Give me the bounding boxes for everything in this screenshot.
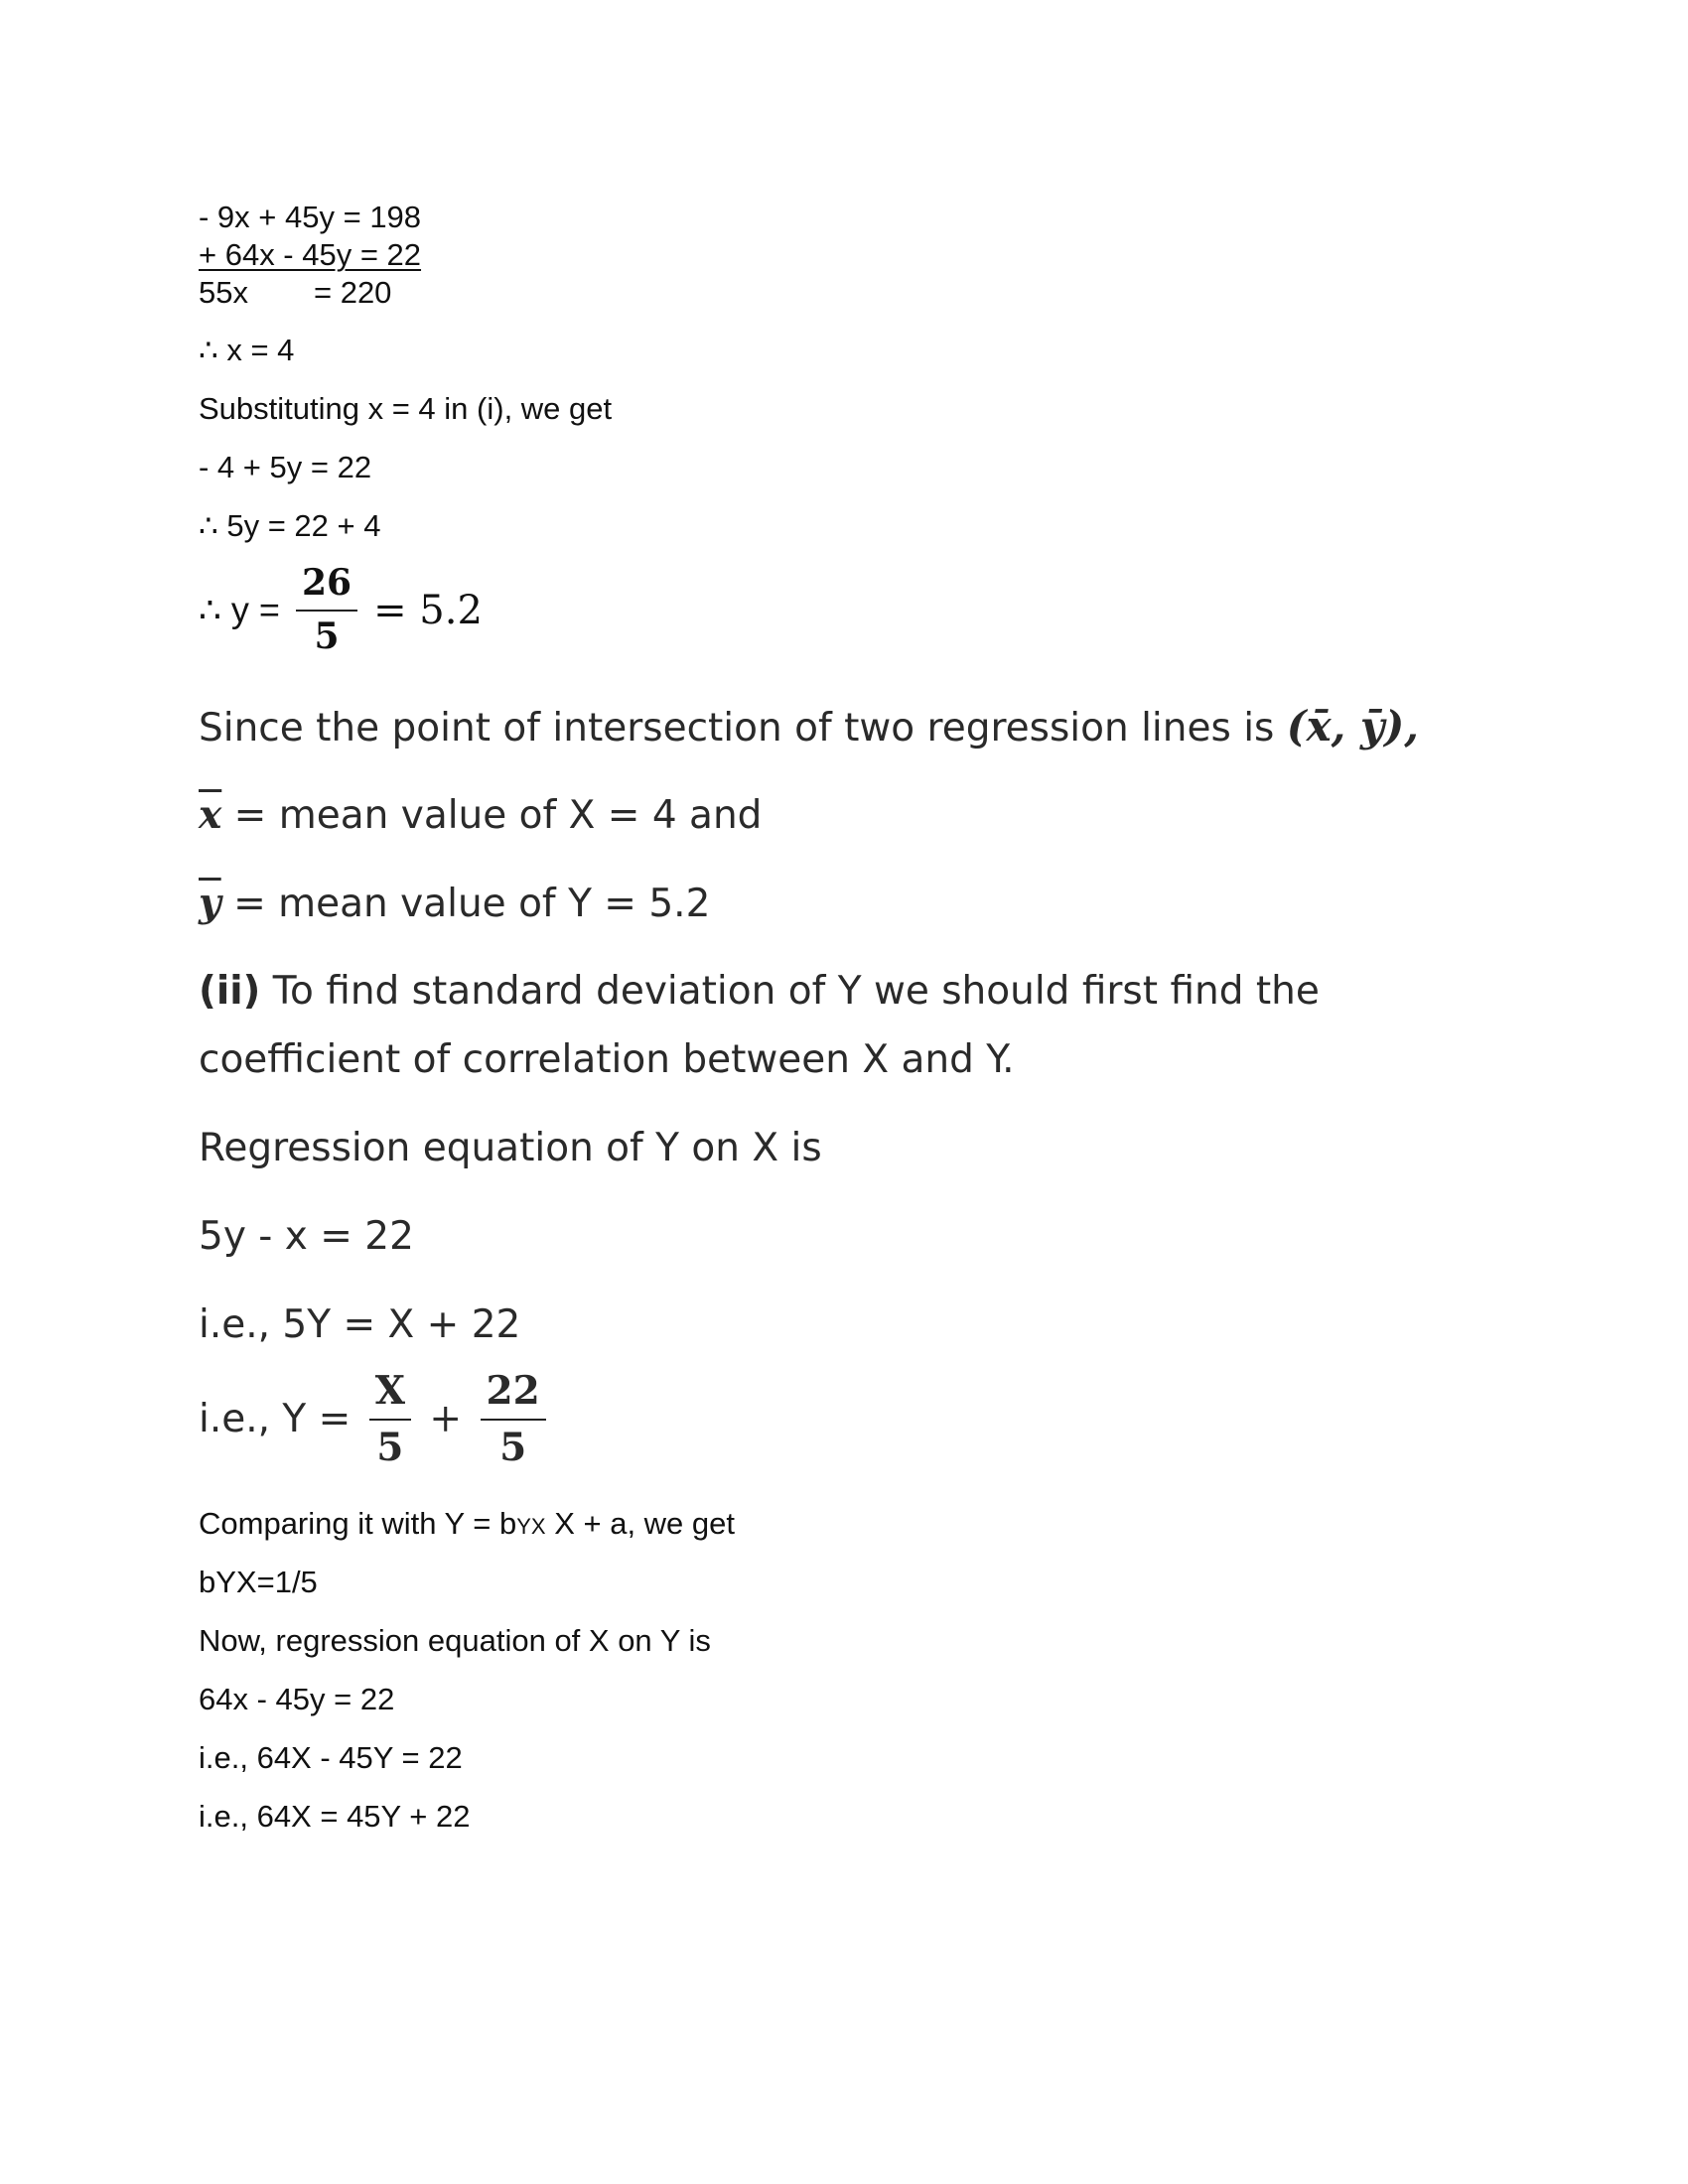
regression-prefix: i.e., Y =	[199, 1396, 352, 1441]
byx-value-line: bYX=1/5	[199, 1565, 318, 1599]
equation-line-2: + 64x - 45y = 22	[199, 237, 422, 272]
part-ii-line	[199, 968, 1320, 1016]
fraction-denominator: 5	[376, 1424, 404, 1470]
fraction-denominator: 5	[499, 1424, 527, 1470]
fraction-22-over-5	[481, 1370, 546, 1469]
intersection-line	[199, 703, 1419, 752]
y-result: = 5.2	[373, 587, 483, 633]
plus-sign: +	[429, 1396, 463, 1441]
fraction-numerator: X	[369, 1370, 411, 1421]
part-ii-continuation: coefficient of correlation between X and Y.	[199, 1037, 1015, 1082]
regression-fraction-line	[199, 1370, 552, 1469]
equation-line-6: - 4 + 5y = 22	[199, 450, 372, 484]
x-mean-text: = mean value of X = 4 and	[233, 793, 763, 838]
regression-heading: Regression equation of Y on X is	[199, 1126, 822, 1170]
sum-right: = 220	[313, 275, 392, 310]
x-mean-line	[199, 791, 762, 840]
fraction-denominator: 5	[314, 614, 340, 657]
part-ii-label: (ii)	[199, 969, 261, 1014]
sum-left: 55x	[199, 275, 248, 310]
x-on-y-eq-3: i.e., 64X = 45Y + 22	[199, 1799, 471, 1834]
y-fraction-line	[199, 564, 483, 656]
intersection-text: Since the point of intersection of two regression lines is	[199, 706, 1275, 751]
x-result-line: ∴ x = 4	[199, 333, 295, 367]
fraction-numerator: 22	[481, 1370, 546, 1421]
substitution-line: Substituting x = 4 in (i), we get	[199, 391, 613, 426]
y-prefix: ∴ y =	[199, 589, 280, 630]
x-on-y-eq-1: 64x - 45y = 22	[199, 1682, 395, 1716]
fraction-numerator: 26	[296, 564, 357, 612]
comparing-subscript: YX	[516, 1514, 546, 1539]
regression-eq-1: 5y - x = 22	[199, 1214, 414, 1259]
regression-eq-2: i.e., 5Y = X + 22	[199, 1302, 521, 1347]
comparing-text-a: Comparing it with Y = b	[199, 1506, 517, 1541]
equation-sum-line	[199, 274, 391, 312]
x-on-y-heading: Now, regression equation of X on Y is	[199, 1623, 711, 1658]
part-ii-text: To find standard deviation of Y we should first find the	[272, 969, 1320, 1014]
x-bar-symbol: $\overline{x}$	[199, 792, 222, 838]
intersection-point: (x̄, ȳ),	[1286, 702, 1419, 751]
comparing-line	[199, 1505, 735, 1546]
y-mean-line	[199, 880, 710, 928]
comparing-text-b: X + a, we get	[545, 1506, 735, 1541]
y-bar-symbol: $\overline{y}$	[199, 881, 221, 926]
fraction-x-over-5	[369, 1370, 411, 1469]
equation-line-1: - 9x + 45y = 198	[199, 200, 422, 234]
x-on-y-eq-2: i.e., 64X - 45Y = 22	[199, 1740, 463, 1775]
fraction-26-over-5	[296, 564, 357, 656]
y-mean-text: = mean value of Y = 5.2	[233, 882, 711, 926]
equation-line-7: ∴ 5y = 22 + 4	[199, 508, 381, 543]
